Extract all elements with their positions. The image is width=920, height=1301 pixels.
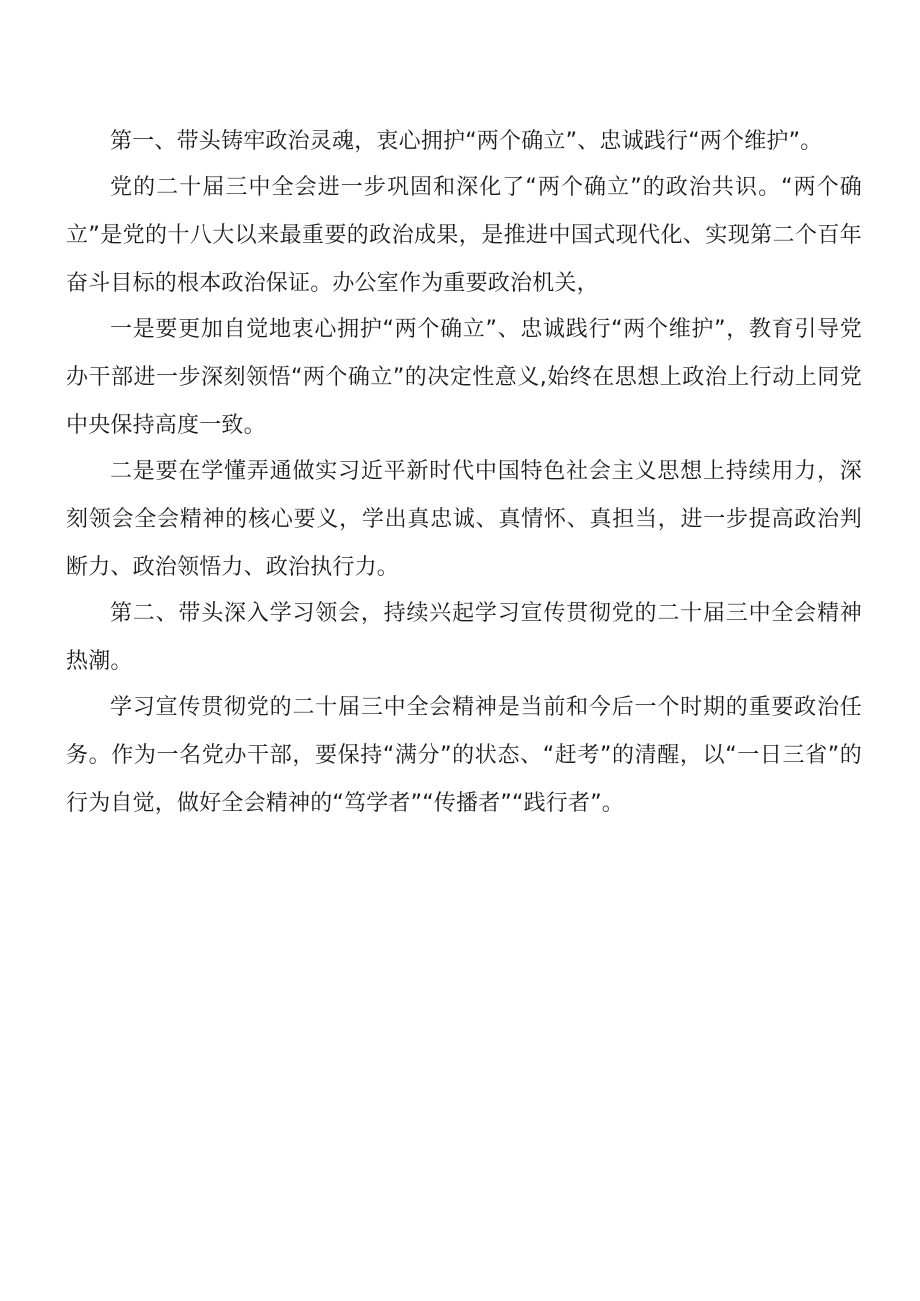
paragraph-heading-1: 第一、带头铸牢政治灵魂，衷心拥护“两个确立”、忠诚践行“两个维护”。	[110, 129, 823, 154]
paragraph-heading-2: 第二、带头深入学习领会，持续兴起学习宣传贯彻党的二十届三中全会精神热潮。	[66, 601, 862, 674]
paragraph: 二是要在学懂弄通做实习近平新时代中国特色社会主义思想上持续用力，深刻领会全会精神的核心要义，学出真忠诚、真情怀、真担当，进一步提高政治判断力、政治领悟力、政治执行力。	[66, 459, 862, 580]
document-body	[66, 118, 862, 828]
paragraph: 一是要更加自觉地衷心拥护“两个确立”、忠诚践行“两个维护”，教育引导党办干部进一步深刻领悟“两个确立”的决定性意义,始终在思想上政治上行动上同党中央保持高度一致。	[66, 317, 862, 438]
paragraph: 学习宣传贯彻党的二十届三中全会精神是当前和今后一个时期的重要政治任务。作为一名党办干部，要保持“满分”的状态、“赶考”的清醒，以“一日三省”的行为自觉，做好全会精神的“笃学者”“传播者”“践行者”。	[66, 695, 862, 816]
paragraph: 党的二十届三中全会进一步巩固和深化了“两个确立”的政治共识。“两个确立”是党的十八大以来最重要的政治成果，是推进中国式现代化、实现第二个百年奋斗目标的根本政治保证。办公室作为重要政治机关，	[66, 175, 862, 296]
